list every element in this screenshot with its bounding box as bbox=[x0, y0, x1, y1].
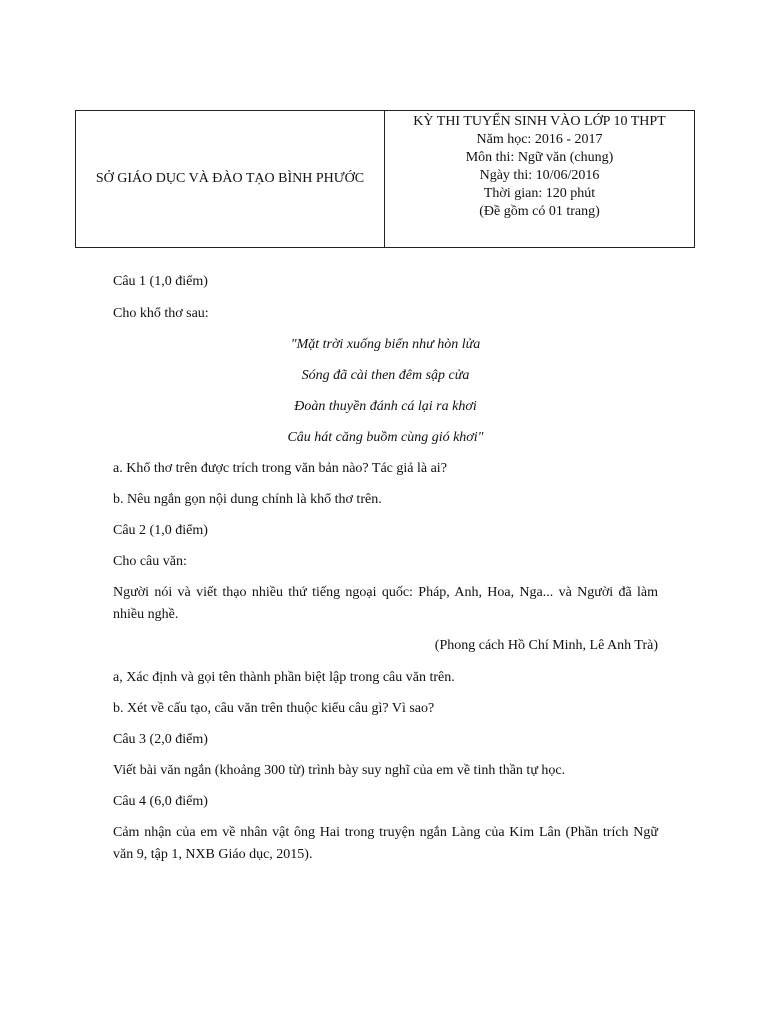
question-2-title: Câu 2 (1,0 điểm) bbox=[113, 523, 208, 538]
exam-header-table bbox=[75, 110, 695, 248]
question-1a: a. Khổ thơ trên được trích trong văn bản nào? Tác giả là ai? bbox=[113, 461, 447, 476]
question-2-sentence: Người nói và viết thạo nhiều thứ tiếng ngoại quốc: Pháp, Anh, Hoa, Nga... và Người đã làm nhiều nghề. bbox=[113, 585, 658, 622]
question-1-title: Câu 1 (1,0 điểm) bbox=[113, 274, 208, 289]
question-1-intro: Cho khổ thơ sau: bbox=[113, 306, 209, 321]
question-2-source: (Phong cách Hồ Chí Minh, Lê Anh Trà) bbox=[434, 638, 658, 653]
header-department-cell bbox=[76, 111, 385, 247]
poem-line: Sóng đã cài then đêm sập cửa bbox=[301, 368, 470, 383]
question-1b: b. Nêu ngắn gọn nội dung chính là khổ thơ trên. bbox=[113, 492, 382, 507]
question-3-text: Viết bài văn ngắn (khoảng 300 từ) trình bày suy nghĩ của em về tinh thần tự học. bbox=[113, 763, 566, 778]
poem-line: Câu hát căng buồm cùng gió khơi" bbox=[287, 430, 484, 445]
exam-date: Ngày thi: 10/06/2016 bbox=[479, 168, 600, 183]
school-year: Năm học: 2016 - 2017 bbox=[476, 132, 603, 147]
question-2a: a, Xác định và gọi tên thành phần biệt lập trong câu văn trên. bbox=[113, 670, 455, 685]
header-exam-info-cell bbox=[385, 111, 694, 247]
page-note: (Đề gồm có 01 trang) bbox=[479, 204, 600, 219]
question-3-title: Câu 3 (2,0 điểm) bbox=[113, 732, 208, 747]
exam-title: KỲ THI TUYỂN SINH VÀO LỚP 10 THPT bbox=[413, 114, 666, 129]
exam-subject: Môn thi: Ngữ văn (chung) bbox=[465, 150, 614, 165]
poem-line: "Mặt trời xuống biển như hòn lửa bbox=[290, 337, 481, 352]
department-name: SỞ GIÁO DỤC VÀ ĐÀO TẠO BÌNH PHƯỚC bbox=[95, 171, 365, 186]
question-2b: b. Xét về cấu tạo, câu văn trên thuộc kiểu câu gì? Vì sao? bbox=[113, 701, 435, 716]
question-2-intro: Cho câu văn: bbox=[113, 554, 187, 569]
question-4-title: Câu 4 (6,0 điểm) bbox=[113, 794, 208, 809]
poem-line: Đoàn thuyền đánh cá lại ra khơi bbox=[294, 399, 477, 414]
question-4-text: Cảm nhận của em về nhân vật ông Hai trong truyện ngắn Làng của Kim Lân (Phần trích Ngữ văn 9, tập 1, NXB Giáo dục, 2015). bbox=[113, 825, 658, 862]
exam-duration: Thời gian: 120 phút bbox=[483, 186, 596, 201]
